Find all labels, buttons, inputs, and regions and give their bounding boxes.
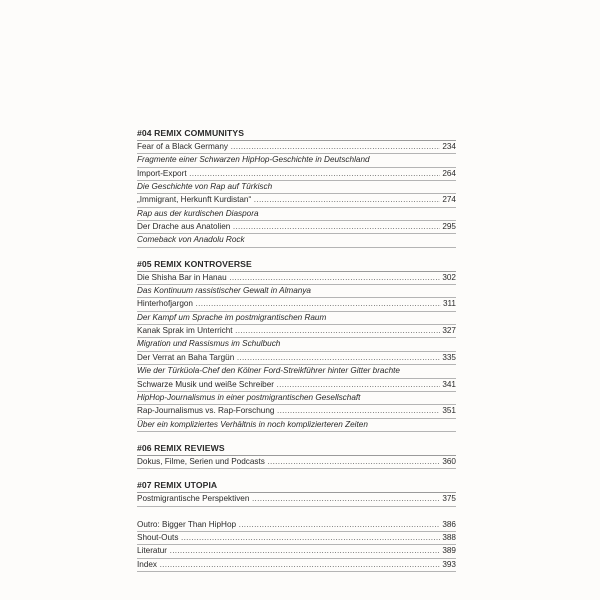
entry-title: Hinterhofjargon ..... [137, 298, 456, 310]
toc-section-04 [137, 127, 456, 248]
entry-page: 360 [440, 456, 456, 468]
toc-entry [137, 493, 456, 506]
toc-entry [137, 456, 456, 469]
entry-title: „Immigrant, Herkunft Kurdistan“ ..... [137, 194, 456, 206]
toc-entry-subtitle [137, 285, 456, 298]
toc-entry [137, 221, 456, 234]
entry-title: Import-Export ..... [137, 168, 456, 180]
toc-entry [137, 272, 456, 285]
entry-page: 351 [440, 405, 456, 417]
entry-title: Der Verrat an Baha Targün ..... [137, 352, 456, 364]
section-heading: #05 REMIX KONTROVERSE [137, 258, 456, 272]
entry-page: 393 [440, 559, 456, 571]
entry-title: Index ..... [137, 559, 456, 571]
entry-page: 264 [440, 168, 456, 180]
toc-entry-subtitle [137, 365, 456, 378]
entry-title: Dokus, Filme, Serien und Podcasts ..... [137, 456, 456, 468]
toc-entry [137, 405, 456, 418]
toc-entry-subtitle [137, 234, 456, 247]
toc-entry [137, 352, 456, 365]
entry-title: Postmigrantische Perspektiven ..... [137, 493, 456, 505]
toc-entry-subtitle [137, 181, 456, 194]
table-of-contents [137, 127, 456, 572]
entry-page: 389 [440, 545, 456, 557]
entry-subtitle: Der Kampf um Sprache im postmigrantischen Raum [137, 312, 327, 322]
entry-title: Schwarze Musik und weiße Schreiber ..... [137, 379, 456, 391]
entry-page: 335 [440, 352, 456, 364]
toc-section-07 [137, 479, 456, 506]
toc-entry-subtitle [137, 338, 456, 351]
entry-title: Die Shisha Bar in Hanau ..... [137, 272, 456, 284]
entry-title: Shout-Outs ..... [137, 532, 456, 544]
toc-back-matter [137, 519, 456, 572]
entry-title: Der Drache aus Anatolien ..... [137, 221, 456, 233]
entry-page: 375 [440, 493, 456, 505]
section-heading: #04 REMIX COMMUNITYS [137, 127, 456, 141]
toc-entry-subtitle [137, 392, 456, 405]
toc-section-05 [137, 258, 456, 432]
toc-entry [137, 519, 456, 532]
toc-section-06 [137, 442, 456, 469]
entry-title: Literatur ..... [137, 545, 456, 557]
entry-page: 302 [440, 272, 456, 284]
entry-title: Rap-Journalismus vs. Rap-Forschung ..... [137, 405, 456, 417]
entry-title: Fear of a Black Germany ..... [137, 141, 456, 153]
toc-entry [137, 168, 456, 181]
toc-entry [137, 545, 456, 558]
entry-subtitle: Wie der Türküola-Chef den Kölner Ford-Streikführer hinter Gitter brachte [137, 366, 400, 376]
section-heading: #06 REMIX REVIEWS [137, 442, 456, 456]
entry-title: Outro: Bigger Than HipHop ..... [137, 519, 456, 531]
toc-entry [137, 194, 456, 207]
toc-entry [137, 532, 456, 545]
entry-title: Kanak Sprak im Unterricht ..... [137, 325, 456, 337]
entry-page: 234 [440, 141, 456, 153]
entry-subtitle: Fragmente einer Schwarzen HipHop-Geschichte in Deutschland [137, 155, 370, 165]
toc-entry-subtitle [137, 419, 456, 432]
entry-subtitle: Migration und Rassismus im Schulbuch [137, 339, 281, 349]
entry-page: 341 [440, 379, 456, 391]
toc-entry [137, 325, 456, 338]
toc-entry-subtitle [137, 312, 456, 325]
section-heading: #07 REMIX UTOPIA [137, 479, 456, 493]
toc-entry [137, 379, 456, 392]
entry-page: 388 [440, 532, 456, 544]
toc-entry [137, 559, 456, 572]
entry-subtitle: Rap aus der kurdischen Diaspora [137, 208, 259, 218]
entry-subtitle: Die Geschichte von Rap auf Türkisch [137, 182, 273, 192]
entry-subtitle: HipHop-Journalismus in einer postmigrantischen Gesellschaft [137, 392, 361, 402]
toc-entry [137, 298, 456, 311]
entry-page: 295 [440, 221, 456, 233]
entry-subtitle: Über ein kompliziertes Verhältnis in noch komplizierteren Zeiten [137, 419, 368, 429]
entry-subtitle: Das Kontinuum rassistischer Gewalt in Almanya [137, 286, 311, 296]
toc-entry-subtitle [137, 154, 456, 167]
toc-entry-subtitle [137, 208, 456, 221]
entry-page: 327 [440, 325, 456, 337]
toc-entry [137, 141, 456, 154]
entry-page: 311 [441, 298, 456, 310]
entry-subtitle: Comeback von Anadolu Rock [137, 235, 245, 245]
entry-page: 274 [440, 194, 456, 206]
entry-page: 386 [440, 519, 456, 531]
